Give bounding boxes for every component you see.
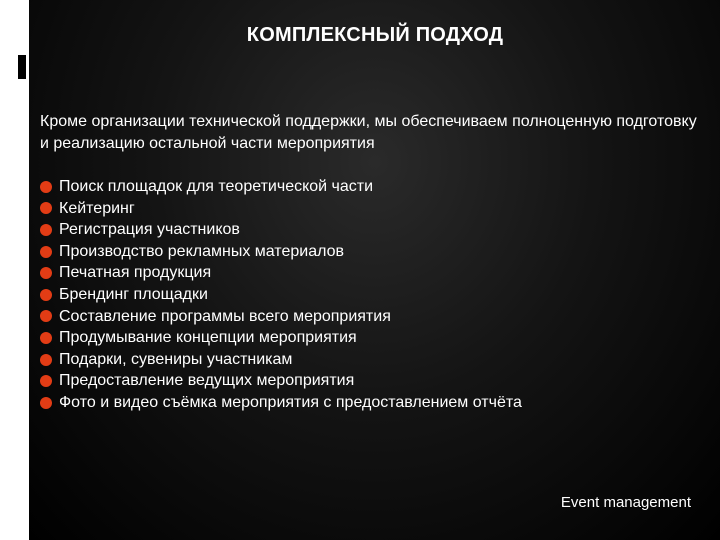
list-item-text: Брендинг площадки	[59, 285, 208, 303]
bullet-dot-icon	[40, 246, 52, 258]
list-item	[40, 219, 522, 241]
list-item	[40, 241, 522, 263]
list-item-text: Предоставление ведущих мероприятия	[59, 372, 355, 390]
decor-bar-bottom	[18, 380, 24, 392]
list-item	[40, 370, 522, 392]
list-item	[40, 262, 522, 284]
list-item	[40, 392, 522, 414]
bullet-dot-icon	[40, 310, 52, 322]
bullet-dot-icon	[40, 375, 52, 387]
list-item-text: Регистрация участников	[59, 221, 240, 239]
list-item	[40, 198, 522, 220]
bullet-dot-icon	[40, 181, 52, 193]
list-item-text: Печатная продукция	[59, 264, 212, 282]
bullet-dot-icon	[40, 202, 52, 214]
bullet-dot-icon	[40, 397, 52, 409]
bullet-dot-icon	[40, 332, 52, 344]
list-item-text: Фото и видео съёмка мероприятия с предоставлением отчёта	[59, 393, 522, 411]
list-item-text: Подарки, сувениры участникам	[59, 350, 293, 368]
bullet-dot-icon	[40, 267, 52, 279]
list-item	[40, 327, 522, 349]
list-item	[40, 176, 522, 198]
footer-label: Event management	[560, 494, 691, 511]
list-item-text: Составление программы всего мероприятия	[59, 307, 391, 325]
decor-bar-top-inner	[18, 55, 26, 79]
slide-title: КОМПЛЕКСНЫЙ ПОДХОД	[246, 24, 504, 46]
bullet-dot-icon	[40, 289, 52, 301]
decor-bar-middle	[18, 355, 26, 373]
list-item-text: Кейтеринг	[59, 199, 135, 217]
list-item	[40, 284, 522, 306]
list-item	[40, 349, 522, 371]
list-item-text: Производство рекламных материалов	[59, 242, 344, 260]
list-item-text: Продумывание концепции мероприятия	[59, 329, 357, 347]
list-item-text: Поиск площадок для теоретической части	[59, 178, 374, 195]
services-list	[40, 176, 522, 414]
bullet-dot-icon	[40, 354, 52, 366]
intro-text: Кроме организации технической поддержки, мы обеспечиваем полноценную подготовку и реализацию остальной части мероприятия	[40, 113, 697, 152]
bullet-dot-icon	[40, 224, 52, 236]
list-item	[40, 306, 522, 328]
